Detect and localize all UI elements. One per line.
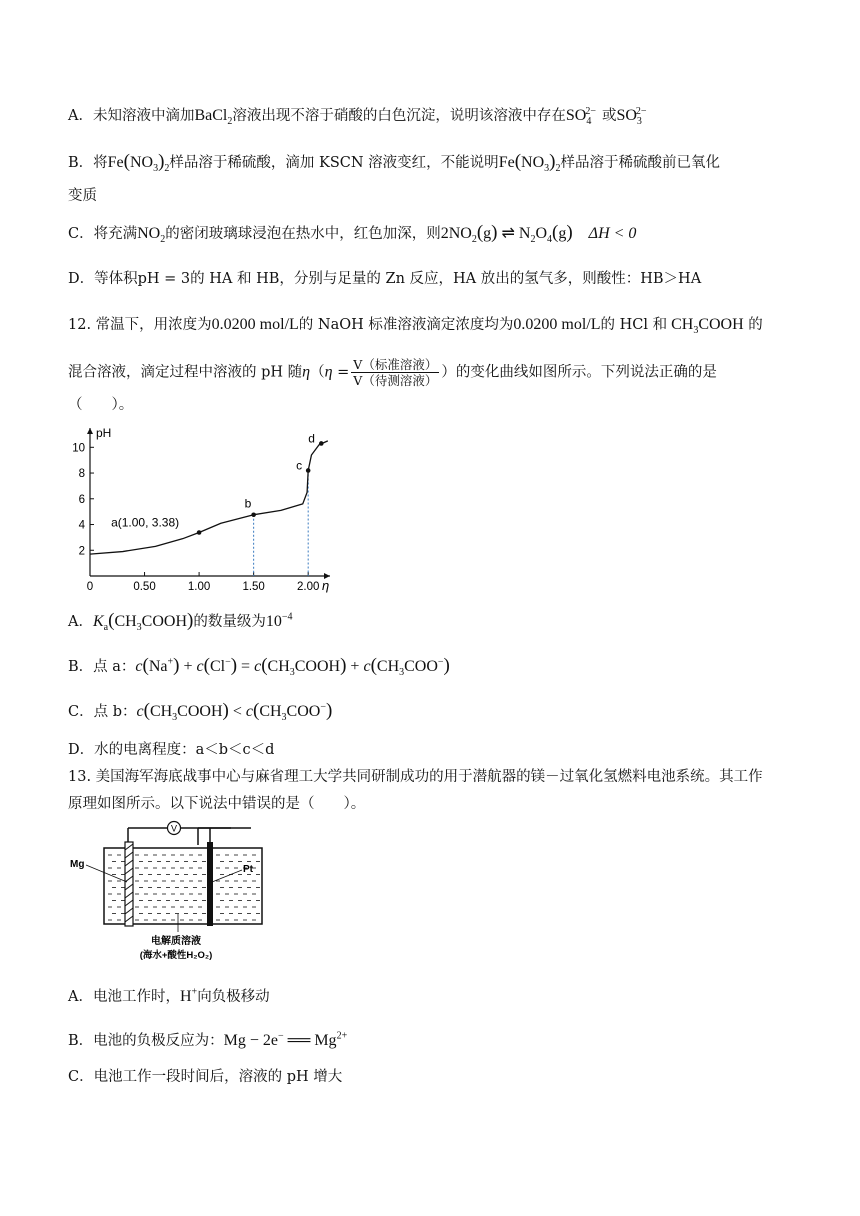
point-label-b: b (244, 496, 252, 511)
electrolyte-caption-2: (海水+酸性H₂O₂) (139, 950, 213, 961)
option-c-q13: C．电池工作一段时间后，溶液的 pH 增大 (68, 1069, 343, 1085)
y-tick-label: 8 (78, 468, 85, 481)
x-tick-label: 1.00 (187, 581, 211, 593)
battery-diagram (68, 820, 278, 970)
option-d-q11: D．等体积pH = 3的 HA 和 HB，分别与足量的 Zn 反应，HA 放出的氢气多，则酸性：HB＞HA (68, 271, 702, 287)
pt-electrode (207, 842, 213, 926)
q13-stem-line1: 13. 美国海军海底战事中心与麻省理工大学共同研制成功的用于潜航器的镁－过氧化氢燃料电池系统。其工作 (68, 769, 763, 785)
point-label-d: d (308, 431, 315, 446)
option-c-q12: C．点 b：$c(CH_3COOH) < c(CH_3COO^-)$ (68, 700, 333, 724)
option-a-q12: A．$K_a(CH_3COOH)$的数量级为$10^{-4}$ (68, 610, 293, 634)
y-axis-arrow (87, 428, 93, 434)
q13-stem-line2: 原理如图所示。以下说法中错误的是（ ）。 (68, 796, 366, 812)
y-tick-label: 10 (72, 442, 85, 455)
option-b-q11: B．将$Fe(NO_3)_2$样品溶于稀硫酸，滴加 KSCN 溶液变红，不能说明$Fe(NO_3)_2$样品溶于稀硫酸前已氧化 (68, 151, 720, 175)
x-axis-label: η (322, 578, 330, 593)
q12-stem-line2: 混合溶液，滴定过程中溶液的 pH 随η（η = $\frac{\text{V（标准溶液）}}{\text{V（待测溶液）}}$ ）的变化曲线如图所示。下列说法正确的是 (68, 357, 717, 388)
point-c (306, 468, 311, 473)
point-label-a: a(1.00, 3.38) (111, 515, 180, 530)
q12-stem-line1: 12. 常温下，用浓度为0.0200 mol/L的 NaOH 标准溶液滴定浓度均为0.0200 mol/L的 HCl 和 $CH_3COOH$ 的 (68, 316, 763, 337)
x-tick-label: 0 (86, 581, 94, 593)
titration-curve (90, 441, 328, 554)
eta-fraction: $\frac{\text{V（标准溶液）}}{\text{V（待测溶液）}}$ (353, 357, 438, 388)
x-tick-label: 1.50 (242, 581, 265, 593)
point-a (197, 530, 202, 535)
point-d (319, 441, 324, 446)
y-tick-label: 2 (78, 545, 85, 558)
option-b-q12: B．点 a：$c(Na^+) + c(Cl^-) = c(CH_3COOH) + c(CH_3COO^-)$ (68, 655, 450, 679)
y-tick-label: 6 (78, 493, 85, 506)
option-b-q11-cont: 变质 (68, 188, 97, 204)
option-a-q11: A．未知溶液中滴加BaCl$_2$溶液出现不溶于硝酸的白色沉淀，说明该溶液中存在$SO_4^{2-}$ 或$SO_3^{2-}$ (68, 105, 647, 128)
electrolyte-caption: 电解质溶液 (151, 936, 201, 947)
q12-blank: （ ）。 (68, 397, 134, 413)
mg-label: Mg (70, 859, 85, 870)
voltmeter-label: V (170, 823, 178, 834)
option-c-q11: C．将充满$NO_2$的密闭玻璃球浸泡在热水中，红色加深，则$2NO_2(g)$ ⇌ $N_2O_4(g)$ ΔH < 0 (68, 222, 637, 246)
option-d-q12: D．水的电离程度：a＜b＜c＜d (68, 742, 275, 758)
y-axis-label: pH (96, 426, 112, 440)
point-b (251, 512, 256, 517)
x-tick-label: 2.00 (296, 581, 320, 593)
option-b-q13: B．电池的负极反应为：Mg − 2e− ══ $Mg^{2+}$ (68, 1030, 348, 1049)
pt-label: Pt (243, 864, 253, 875)
option-a-q13: A．电池工作时，H+向负极移动 (68, 986, 270, 1005)
y-tick-label: 4 (78, 519, 85, 532)
x-tick-label: 0.50 (133, 581, 156, 593)
point-label-c: c (296, 458, 303, 473)
titration-chart (60, 420, 350, 600)
